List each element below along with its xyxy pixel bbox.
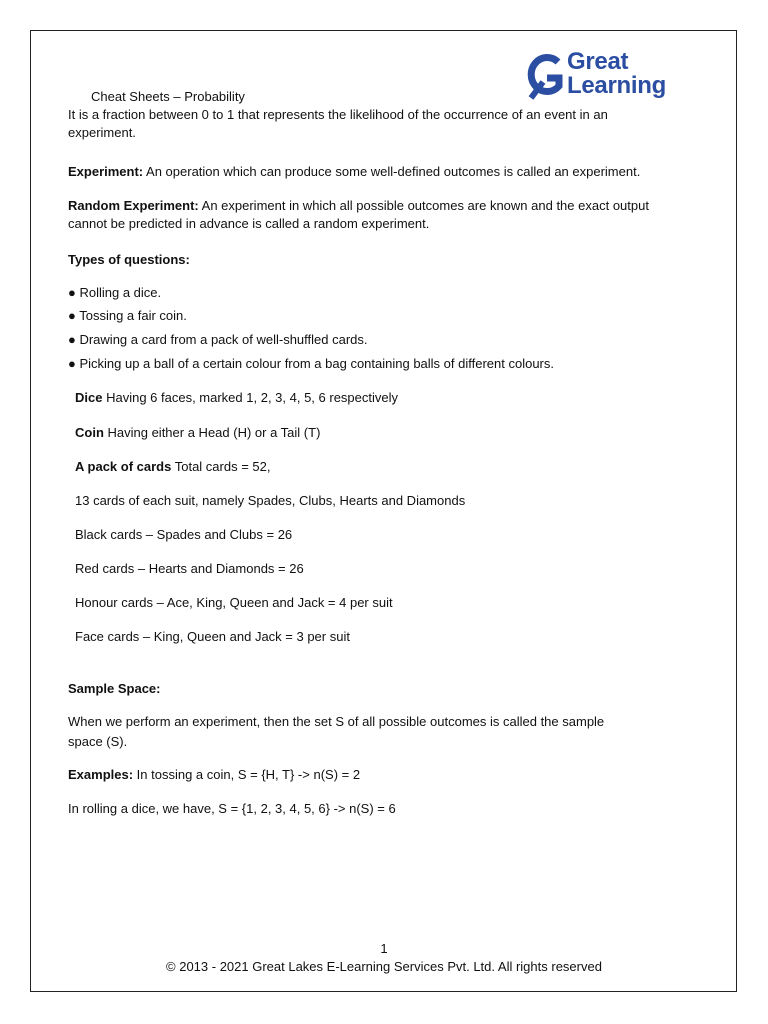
page-number: 1 (380, 941, 388, 956)
pack-text: Total cards = 52, (171, 459, 271, 474)
pack-prefix: A (75, 459, 88, 474)
bullet-item: ● Tossing a fair coin. (68, 308, 187, 323)
sample-space-line-2: space (S). (68, 734, 128, 749)
random-experiment-text-2: cannot be predicted in advance is called a random experiment. (68, 216, 430, 231)
copyright-footer: © 2013 - 2021 Great Lakes E-Learning Services Pvt. Ltd. All rights reserved (166, 959, 602, 974)
logo-line-2: Learning (567, 72, 666, 99)
experiment-text: An operation which can produce some well-defined outcomes is called an experiment. (143, 164, 641, 179)
intro-line-2: experiment. (68, 125, 136, 140)
dice-example-line: In rolling a dice, we have, S = {1, 2, 3, 4, 5, 6} -> n(S) = 6 (68, 801, 396, 816)
pack-definition (75, 458, 270, 476)
intro-line-1: It is a fraction between 0 to 1 that represents the likelihood of the occurrence of an event in an (68, 107, 608, 122)
coin-text: Having either a Head (H) or a Tail (T) (103, 425, 321, 440)
random-experiment-text-1: An experiment in which all possible outcomes are known and the exact output (198, 198, 649, 213)
sample-space-heading: Sample Space: (68, 681, 161, 696)
dice-definition (75, 389, 398, 407)
document-title: Cheat Sheets – Probability (91, 89, 245, 104)
bullet-item: ● Rolling a dice. (68, 285, 162, 300)
examples-label: Examples: (68, 767, 134, 782)
examples-line (68, 766, 360, 784)
bullet-item: ● Drawing a card from a pack of well-shuffled cards. (68, 332, 368, 347)
coin-label: Coin (75, 425, 104, 440)
types-heading: Types of questions: (68, 252, 190, 267)
card-fact: 13 cards of each suit, namely Spades, Clubs, Hearts and Diamonds (75, 493, 466, 508)
card-fact: Honour cards – Ace, King, Queen and Jack = 4 per suit (75, 595, 393, 610)
pack-label: pack of cards (87, 459, 172, 474)
random-experiment-definition (68, 197, 649, 215)
coin-definition (75, 424, 320, 442)
logo-line-1: Great (567, 48, 629, 75)
dice-text: Having 6 faces, marked 1, 2, 3, 4, 5, 6 respectively (102, 390, 399, 405)
card-fact: Red cards – Hearts and Diamonds = 26 (75, 561, 304, 576)
experiment-label: Experiment: (68, 164, 144, 179)
random-experiment-label: Random Experiment: (68, 198, 199, 213)
great-learning-g-icon (525, 52, 565, 102)
sample-space-line-1: When we perform an experiment, then the set S of all possible outcomes is called the sample (68, 714, 605, 729)
dice-label: Dice (75, 390, 103, 405)
great-learning-logo (525, 50, 680, 104)
bullet-item: ● Picking up a ball of a certain colour from a bag containing balls of different colours. (68, 356, 554, 371)
card-fact: Face cards – King, Queen and Jack = 3 per suit (75, 629, 350, 644)
examples-text: In tossing a coin, S = {H, T} -> n(S) = 2 (133, 767, 361, 782)
card-fact: Black cards – Spades and Clubs = 26 (75, 527, 293, 542)
logo-wordmark (567, 50, 666, 98)
experiment-definition (68, 163, 640, 181)
